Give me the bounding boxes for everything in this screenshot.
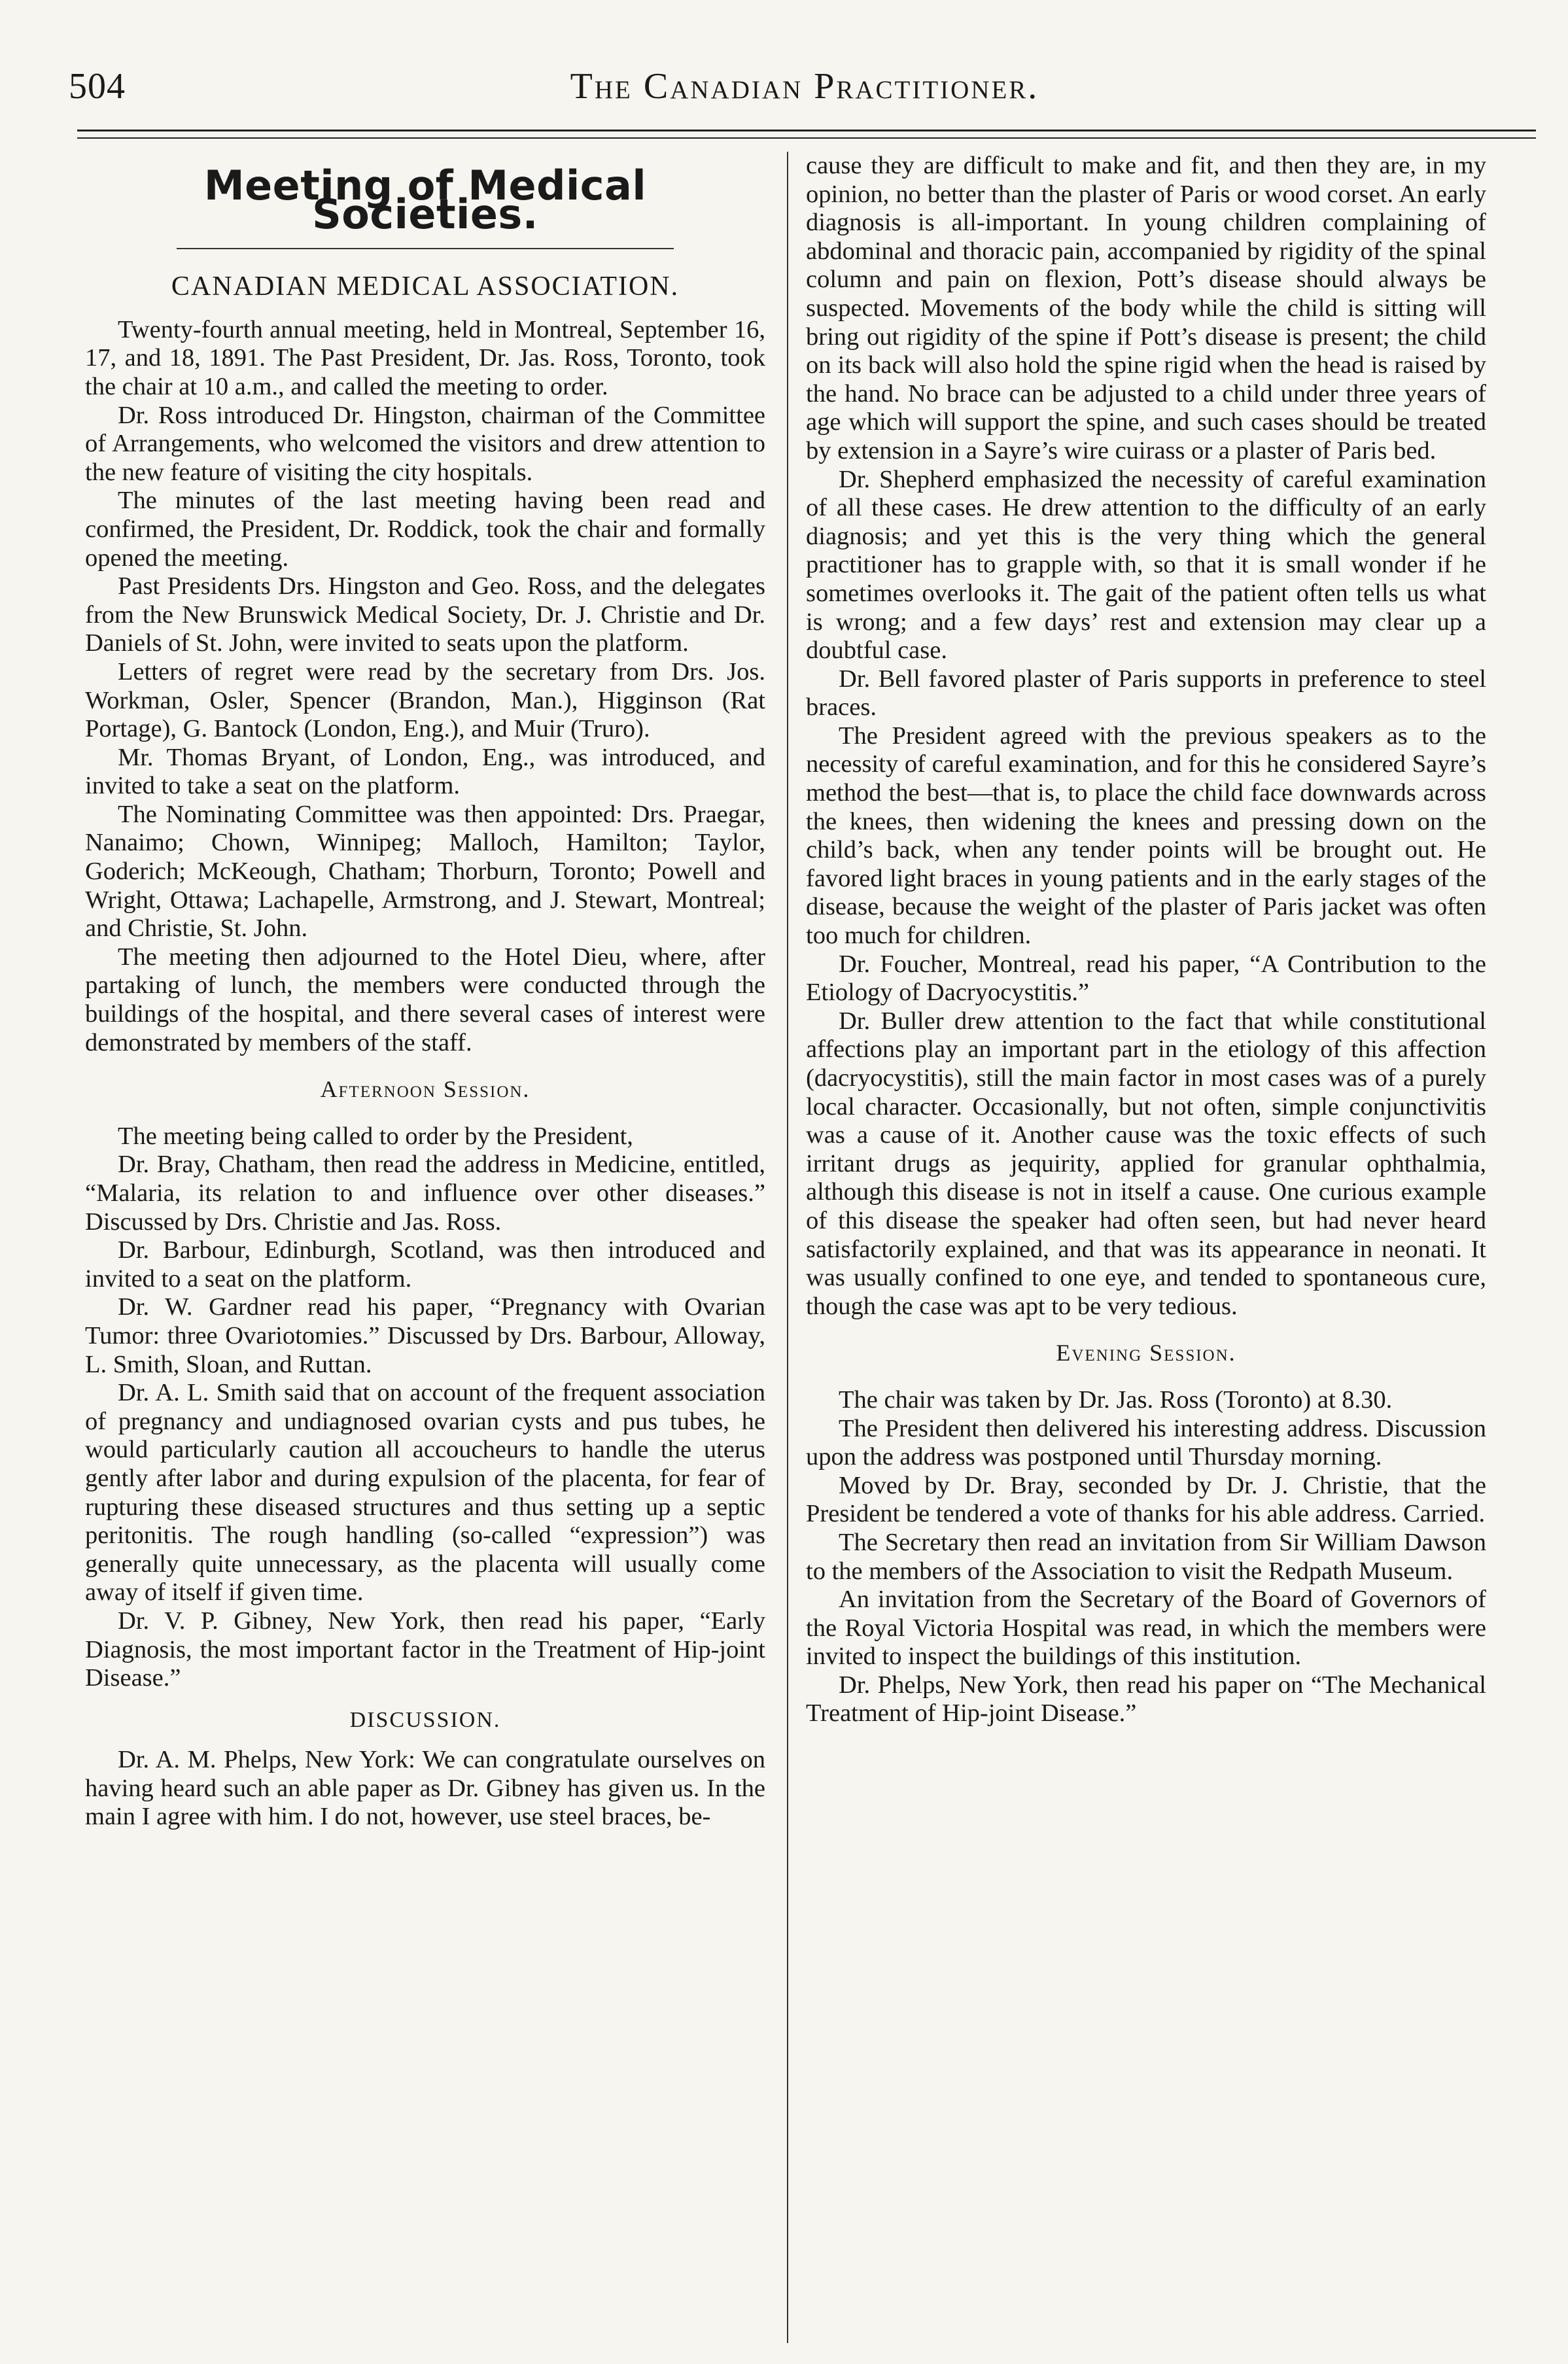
afternoon-session-heading: Afternoon Session. xyxy=(320,1076,531,1103)
paragraph: The meeting being called to order by the President, xyxy=(118,1122,633,1150)
evening-session-heading: Evening Session. xyxy=(1056,1340,1236,1366)
left-column xyxy=(85,157,765,1832)
header-double-rule xyxy=(77,130,1536,139)
paragraph: Dr. A. M. Phelps, New York: We can congratulate ourselves on having heard such an able paper as Dr. Gibney has given us. In the main I agree with him. I do not, however, use steel braces, be- xyxy=(85,1746,765,1831)
paragraph: Dr. Buller drew attention to the fact that while constitutional affections play an important part in the etiology of this affection (dacryocystitis), still the main factor in most cases was of a purely local character. Occasionally, but not often, simple conjunctivitis was a cause of it. Another cause was the toxic effects of such irritant drugs as jequirity, applied for granular ophthalmia, although this disease is not in itself a cause. One curious example of this disease the speaker had often seen, but had never heard satisfactorily explained, and that was its appearance in neonati. It was usually confined to one eye, and tended to spontaneous cure, though the case was apt to be very tedious. xyxy=(806,1007,1486,1320)
running-header xyxy=(69,65,1541,118)
paragraph: The Secretary then read an invitation from Sir William Dawson to the members of the Association to visit the Redpath Museum. xyxy=(806,1528,1486,1585)
paragraph: An invitation from the Secretary of the Board of Governors of the Royal Victoria Hospital was read, in which the members were invited to inspect the buildings of this institution. xyxy=(806,1586,1486,1671)
paragraph: Moved by Dr. Bray, seconded by Dr. J. Christie, that the President be tendered a vote of thanks for his able address. Carried. xyxy=(806,1471,1486,1528)
paragraph: The Nominating Committee was then appointed: Drs. Praegar, Nanaimo; Chown, Winnipeg; Malloch, Hamilton; Taylor, Goderich; McKeough, Chatham; Thorburn, Toronto; Powell and Wright, Ottawa; Lachapelle, Armstrong, and J. Stewart, Montreal; and Christie, St. John. xyxy=(85,800,765,943)
page-number: 504 xyxy=(69,66,126,107)
paragraph: The chair was taken by Dr. Jas. Ross (Toronto) at 8.30. xyxy=(839,1385,1393,1414)
column-divider xyxy=(787,152,788,2343)
paragraph: Dr. Bray, Chatham, then read the address in Medicine, entitled, “Malaria, its relation to and influence over other diseases.” Discussed by Drs. Christie and Jas. Ross. xyxy=(85,1151,765,1236)
discussion-heading: DISCUSSION. xyxy=(349,1707,501,1732)
paragraph: Letters of regret were read by the secretary from Drs. Jos. Workman, Osler, Spencer (Brandon, Man.), Higginson (Rat Portage), G. Bantock (London, Eng.), and Muir (Truro). xyxy=(85,657,765,743)
paragraph: Dr. Ross introduced Dr. Hingston, chairman of the Committee of Arrangements, who welcomed the visitors and drew attention to the new feature of visiting the city hospitals. xyxy=(85,401,765,486)
association-heading: CANADIAN MEDICAL ASSOCIATION. xyxy=(171,271,680,302)
paragraph: The President then delivered his interesting address. Discussion upon the address was postponed until Thursday morning. xyxy=(806,1414,1486,1471)
paragraph: Dr. V. P. Gibney, New York, then read his paper, “Early Diagnosis, the most important factor in the Treatment of Hip-joint Disease.” xyxy=(85,1607,765,1692)
paragraph: Dr. Foucher, Montreal, read his paper, “A Contribution to the Etiology of Dacryocystitis.” xyxy=(806,950,1486,1007)
right-column xyxy=(806,152,1486,1728)
journal-title: The Canadian Practitioner. xyxy=(570,66,1039,107)
section-title-rule xyxy=(177,248,674,249)
paragraph: The minutes of the last meeting having been read and confirmed, the President, Dr. Roddick, took the chair and formally opened the meeting. xyxy=(85,487,765,572)
paragraph: Twenty-fourth annual meeting, held in Montreal, September 16, 17, and 18, 1891. The Past President, Dr. Jas. Ross, Toronto, took the chair at 10 a.m., and called the meeting to order. xyxy=(85,315,765,400)
continued-paragraph: cause they are difficult to make and fit, and then they are, in my opinion, no better than the plaster of Paris or wood corset. An early diagnosis is all-important. In young children complaining of abdominal and thoracic pain, accompanied by rigidity of the spinal column and pain on flexion, Pott’s disease should always be suspected. Movements of the body while the child is sitting will bring out rigidity of the spine if Pott’s disease is present; the child on its back will also hold the spine rigid when the head is raised by the hand. No brace can be adjusted to a child under three years of age which will support the spine, and such cases should be treated by extension in a Sayre’s wire cuirass or a plaster of Paris bed. xyxy=(806,152,1486,464)
section-title: Meeting of Medical Societies. xyxy=(203,162,647,238)
paragraph: Dr. Shepherd emphasized the necessity of careful examination of all these cases. He drew attention to the difficulty of an early diagnosis; and yet this is the very thing which the general practitioner has to grapple with, so that it is small wonder if he sometimes overlooks it. The gait of the patient often tells us what is wrong; and a few days’ rest and extension may clear up a doubtful case. xyxy=(806,465,1486,665)
paragraph: The President agreed with the previous speakers as to the necessity of careful examination, and for this he considered Sayre’s method the best—that is, to place the child face downwards across the knees, then widening the knees and pressing down on the child’s back, when any tender points will be brought out. He favored light braces in young patients and in the early stages of the disease, because the weight of the plaster of Paris jacket was often too much for children. xyxy=(806,721,1486,950)
paragraph: Dr. Barbour, Edinburgh, Scotland, was then introduced and invited to a seat on the platform. xyxy=(85,1236,765,1293)
paragraph: The meeting then adjourned to the Hotel Dieu, where, after partaking of lunch, the members were conducted through the buildings of the hospital, and there several cases of interest were demonstrated by members of the staff. xyxy=(85,943,765,1056)
paragraph: Past Presidents Drs. Hingston and Geo. Ross, and the delegates from the New Brunswick Medical Society, Dr. J. Christie and Dr. Daniels of St. John, were invited to seats upon the platform. xyxy=(85,572,765,657)
paragraph: Dr. Phelps, New York, then read his paper on “The Mechanical Treatment of Hip-joint Disease.” xyxy=(806,1671,1486,1728)
paragraph: Mr. Thomas Bryant, of London, Eng., was introduced, and invited to take a seat on the platform. xyxy=(85,743,765,800)
paragraph: Dr. W. Gardner read his paper, “Pregnancy with Ovarian Tumor: three Ovariotomies.” Discussed by Drs. Barbour, Alloway, L. Smith, Sloan, and Ruttan. xyxy=(85,1293,765,1378)
paragraph: Dr. Bell favored plaster of Paris supports in preference to steel braces. xyxy=(806,665,1486,721)
paragraph: Dr. A. L. Smith said that on account of the frequent association of pregnancy and undiagnosed ovarian cysts and pus tubes, he would particularly caution all accoucheurs to handle the uterus gently after labor and during expulsion of the placenta, for fear of rupturing these diseased structures and thus setting up a septic peritonitis. The rough handling (so-called “expression”) was generally quite unnecessary, as the placenta will usually come away of itself if given time. xyxy=(85,1379,765,1607)
